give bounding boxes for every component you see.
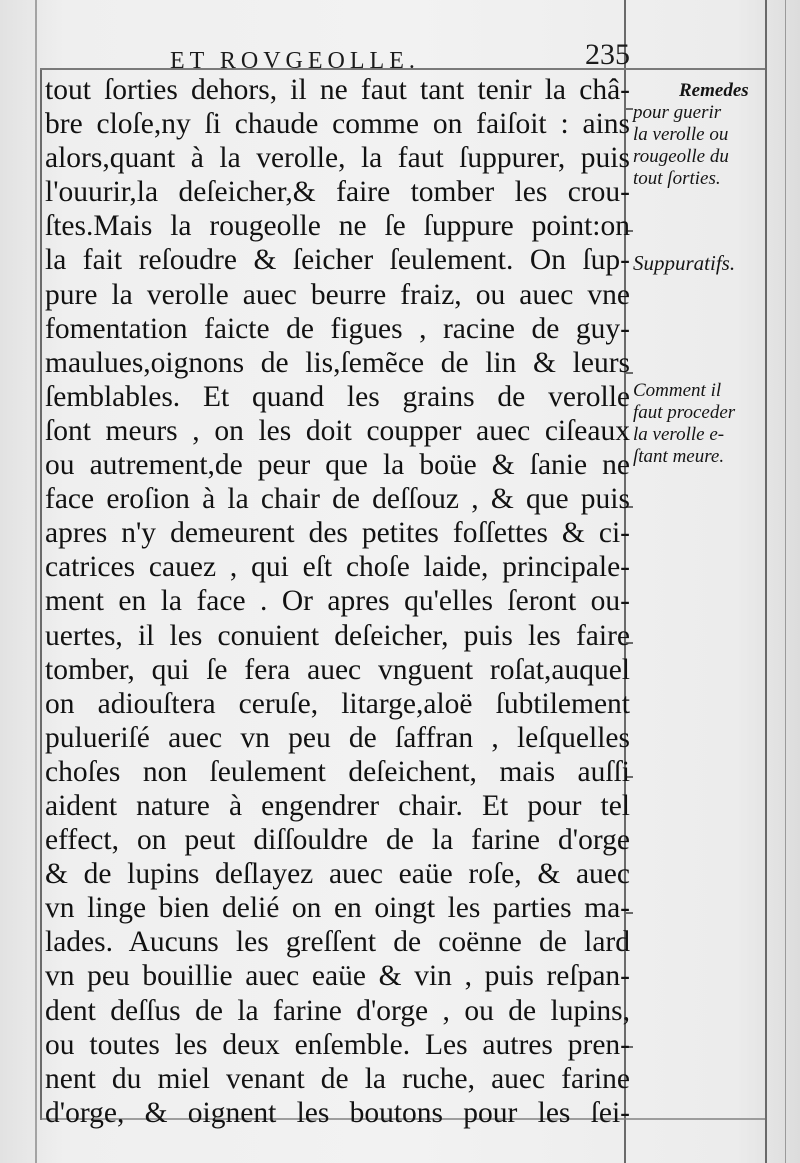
margin-note-suppuratifs (633, 252, 761, 274)
text-line: aident nature à engendrer chair. Et pour tel (45, 789, 630, 822)
text-line: tomber, qui ſe fera auec vnguent roſat,auquel (45, 653, 630, 686)
text-line: maulues,oignons de lis,ſemẽce de lin & leurs (45, 346, 630, 379)
left-edge-rule (35, 0, 37, 1163)
text-line: uertes, il les conuient deſeicher, puis les faire (45, 619, 630, 652)
margin-note-line: faut proceder (633, 402, 736, 423)
margin-note-comment (633, 380, 761, 468)
running-head: ET ROVGEOLLE. (170, 48, 420, 74)
text-line: effect, on peut diſſouldre de la farine d'orge (45, 824, 630, 857)
main-text-column (45, 73, 630, 1130)
text-line: d'orge, & oignent les boutons pour les ſei- (45, 1096, 630, 1129)
text-line: ment en la face . Or apres qu'elles ſeront ou- (45, 585, 630, 618)
text-line: face eroſion à la chair de deſſouz , & que puis (45, 483, 630, 516)
text-line: on adiouſtera ceruſe, litarge,aloë ſubtilement (45, 687, 630, 720)
text-line: alors,quant à la verolle, la faut ſuppurer, puis (45, 142, 630, 175)
text-line: & de lupins deſlayez auec eaüe roſe, & auec (45, 858, 630, 891)
text-line: ſemblables. Et quand les grains de verolle (45, 380, 630, 413)
outer-edge-rule (785, 0, 786, 1163)
text-line: apres n'y demeurent des petites foſſettes & ci- (45, 517, 630, 550)
margin-note-line: pour guerir (633, 102, 722, 123)
text-line: bre cloſe,ny ſi chaude comme on faiſoit : ains (45, 108, 630, 141)
text-line: nent du miel venant de la ruche, auec farine (45, 1062, 630, 1095)
text-line: ſont meurs , on les doit coupper auec ciſeaux (45, 414, 630, 447)
text-line: fomentation faicte de figues , racine de guy- (45, 312, 630, 345)
text-line: ou toutes les deux enſemble. Les autres pren- (45, 1028, 630, 1061)
margin-note-line: ſtant meure. (633, 446, 725, 467)
text-column-left-rule (40, 70, 42, 1120)
text-line: choſes non ſeulement deſeichent, mais auſſi (45, 755, 630, 788)
margin-note-remedes (633, 80, 761, 190)
text-line: la fait reſoudre & ſeicher ſeulement. On ſup- (45, 244, 630, 277)
margin-note-line: la verolle ou (633, 124, 729, 145)
page-number: 235 (585, 38, 630, 71)
margin-note-line: Comment il (633, 380, 722, 401)
margin-column-right-rule (765, 0, 767, 1163)
margin-note-line: Suppuratifs. (633, 251, 736, 275)
text-line: ou autrement,de peur que la boüe & ſanie ne (45, 449, 630, 482)
margin-note-line: rougeolle du (633, 146, 729, 167)
margin-note-line: la verolle e- (633, 424, 725, 445)
text-line: pulueriſé auec vn peu de ſaffran , leſquelles (45, 721, 630, 754)
text-line: ſtes.Mais la rougeolle ne ſe ſuppure point:on (45, 210, 630, 243)
text-line: vn linge bien delié on en oingt les parties ma- (45, 892, 630, 925)
margin-note-line: tout ſorties. (633, 168, 721, 189)
text-line: pure la verolle auec beurre fraiz, ou auec vne (45, 278, 630, 311)
text-line: tout ſorties dehors, il ne faut tant tenir la châ- (45, 74, 630, 106)
text-line: l'ouurir,la deſeicher,& faire tomber les crou- (45, 176, 630, 209)
text-line: vn peu bouillie auec eaüe & vin , puis reſpan- (45, 960, 630, 993)
text-line: dent deſſus de la farine d'orge , ou de lupins, (45, 994, 630, 1027)
margin-note-line: Remedes (679, 80, 749, 101)
text-line: catrices cauez , qui eſt choſe laide, principale- (45, 551, 630, 584)
text-line: lades. Aucuns les greſſent de coënne de lard (45, 926, 630, 959)
